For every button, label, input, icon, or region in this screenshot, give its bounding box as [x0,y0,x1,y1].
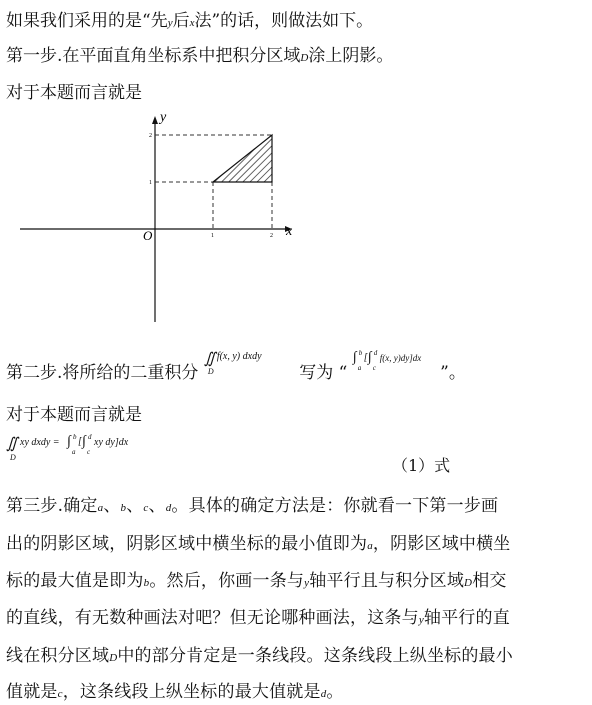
var-D: D [464,577,473,589]
var-a: a [367,540,373,552]
integral-outer: ∫ [352,350,357,365]
formula-lower-a: a [72,448,76,456]
formula-1 [6,433,586,475]
tick-y2: 2 [149,133,152,139]
step3-line-2 [6,529,511,554]
x-axis-label: x [286,224,293,239]
step2-line [6,349,466,383]
formula-lower-c: c [87,448,91,456]
s3-sep-2: 、 [126,496,144,516]
intro-text-3: 法”的话，则做法如下。 [194,11,374,31]
shaded-region [213,135,272,182]
bracket-open: [ [363,352,368,363]
upper-b: b [358,349,363,357]
step2-text-2: 写为 [299,363,334,383]
s3-l2-t1: 出的阴影区域，阴影区域中横坐标的最小值即为 [6,534,368,554]
lower-a: a [357,364,362,372]
step3-line-5 [6,641,513,666]
formula-upper-d: d [88,433,92,441]
var-D: D [109,652,118,664]
formula-lhs: xy dxdy = [20,437,60,448]
lower-c: c [372,364,376,372]
step3-line-1 [6,491,498,516]
inner-expression: f(x, y)dy]dx [379,353,422,363]
intro-text-2: 后 [172,11,190,31]
var-b: b [143,577,150,589]
tick-x2: 2 [270,233,273,239]
var-c: c [143,502,149,514]
s3-l1-t2: 。具体的确定方法是：你就看一下第一步画 [171,496,499,516]
open-quote: “ [338,363,348,383]
s3-sep-1: 、 [103,496,121,516]
step1-text-1: 第一步.在平面直角坐标系中把积分区域 [6,46,301,66]
tick-y1: 1 [149,180,152,186]
s3-l3-t2: 。然后，你画一条与 [149,571,305,591]
s3-l5-t2: 中的部分肯定是一条线段。这条线段上纵坐标的最小 [117,646,513,666]
tick-x1: 1 [211,233,214,239]
s3-l3-t4: 相交 [472,571,507,591]
integral-sign: ∬ [203,351,216,367]
s3-l6-t2: ，这条线段上纵坐标的最大值就是 [62,682,321,702]
formula-region-D: D [10,453,16,462]
var-x: x [189,17,195,29]
intro-text-1: 如果我们采用的是“先 [6,11,168,31]
var-d: d [165,502,172,514]
integrand: f(x, y) dxdy [216,351,262,362]
var-D: D [300,52,309,64]
s3-l4-t1: 的直线，有无数种画法对吧？但无论哪种画法，这条与 [6,608,419,628]
step1-text-2: 涂上阴影。 [308,46,394,66]
y-axis-arrow [152,116,158,124]
step3-line-6 [6,677,344,702]
var-a: a [97,502,104,514]
for-this-problem-2: 对于本题而言就是 [6,405,142,425]
s3-l6-t3: 。 [326,682,344,702]
s3-l6-t1: 值就是 [6,682,58,702]
integral-inner: ∫ [367,350,372,365]
region-D: D [207,367,214,376]
s3-l2-t2: ，阴影区域中横坐 [372,534,511,554]
equation-number: （1）式 [392,456,451,475]
s3-l5-t1: 线在积分区域 [6,646,110,666]
close-quote: ”。 [440,363,466,383]
s3-l3-t1: 标的最大值是即为 [6,571,144,591]
formula-inner: xy dy]dx [94,437,129,448]
s3-l4-t2: 轴平行的直 [423,608,510,628]
for-this-problem-1: 对于本题而言就是 [6,83,142,103]
var-y: y [167,17,173,29]
var-y: y [418,614,424,626]
var-c: c [57,688,63,700]
step2-text-1: 第二步.将所给的二重积分 [6,363,199,383]
double-integral [204,352,294,382]
step3-line-3 [6,566,507,591]
s3-l3-t3: 轴平行且与积分区域 [309,571,465,591]
step3-line-4 [6,603,510,628]
var-d: d [320,688,327,700]
var-y: y [304,577,310,589]
var-b: b [120,502,127,514]
iterated-integral [352,349,443,382]
formula-integral-inner: ∫ [82,434,86,449]
formula-double-integral: ∬ [6,436,18,452]
formula-upper-b: b [73,433,77,441]
y-axis-label: y [160,110,167,125]
origin-label: O [143,228,153,243]
formula-integral-outer: ∫ [67,434,71,449]
s3-l1-t1: 第三步.确定 [6,496,98,516]
s3-sep-3: 、 [148,496,166,516]
upper-d: d [373,349,378,357]
formula-bracket: [ [78,436,82,447]
